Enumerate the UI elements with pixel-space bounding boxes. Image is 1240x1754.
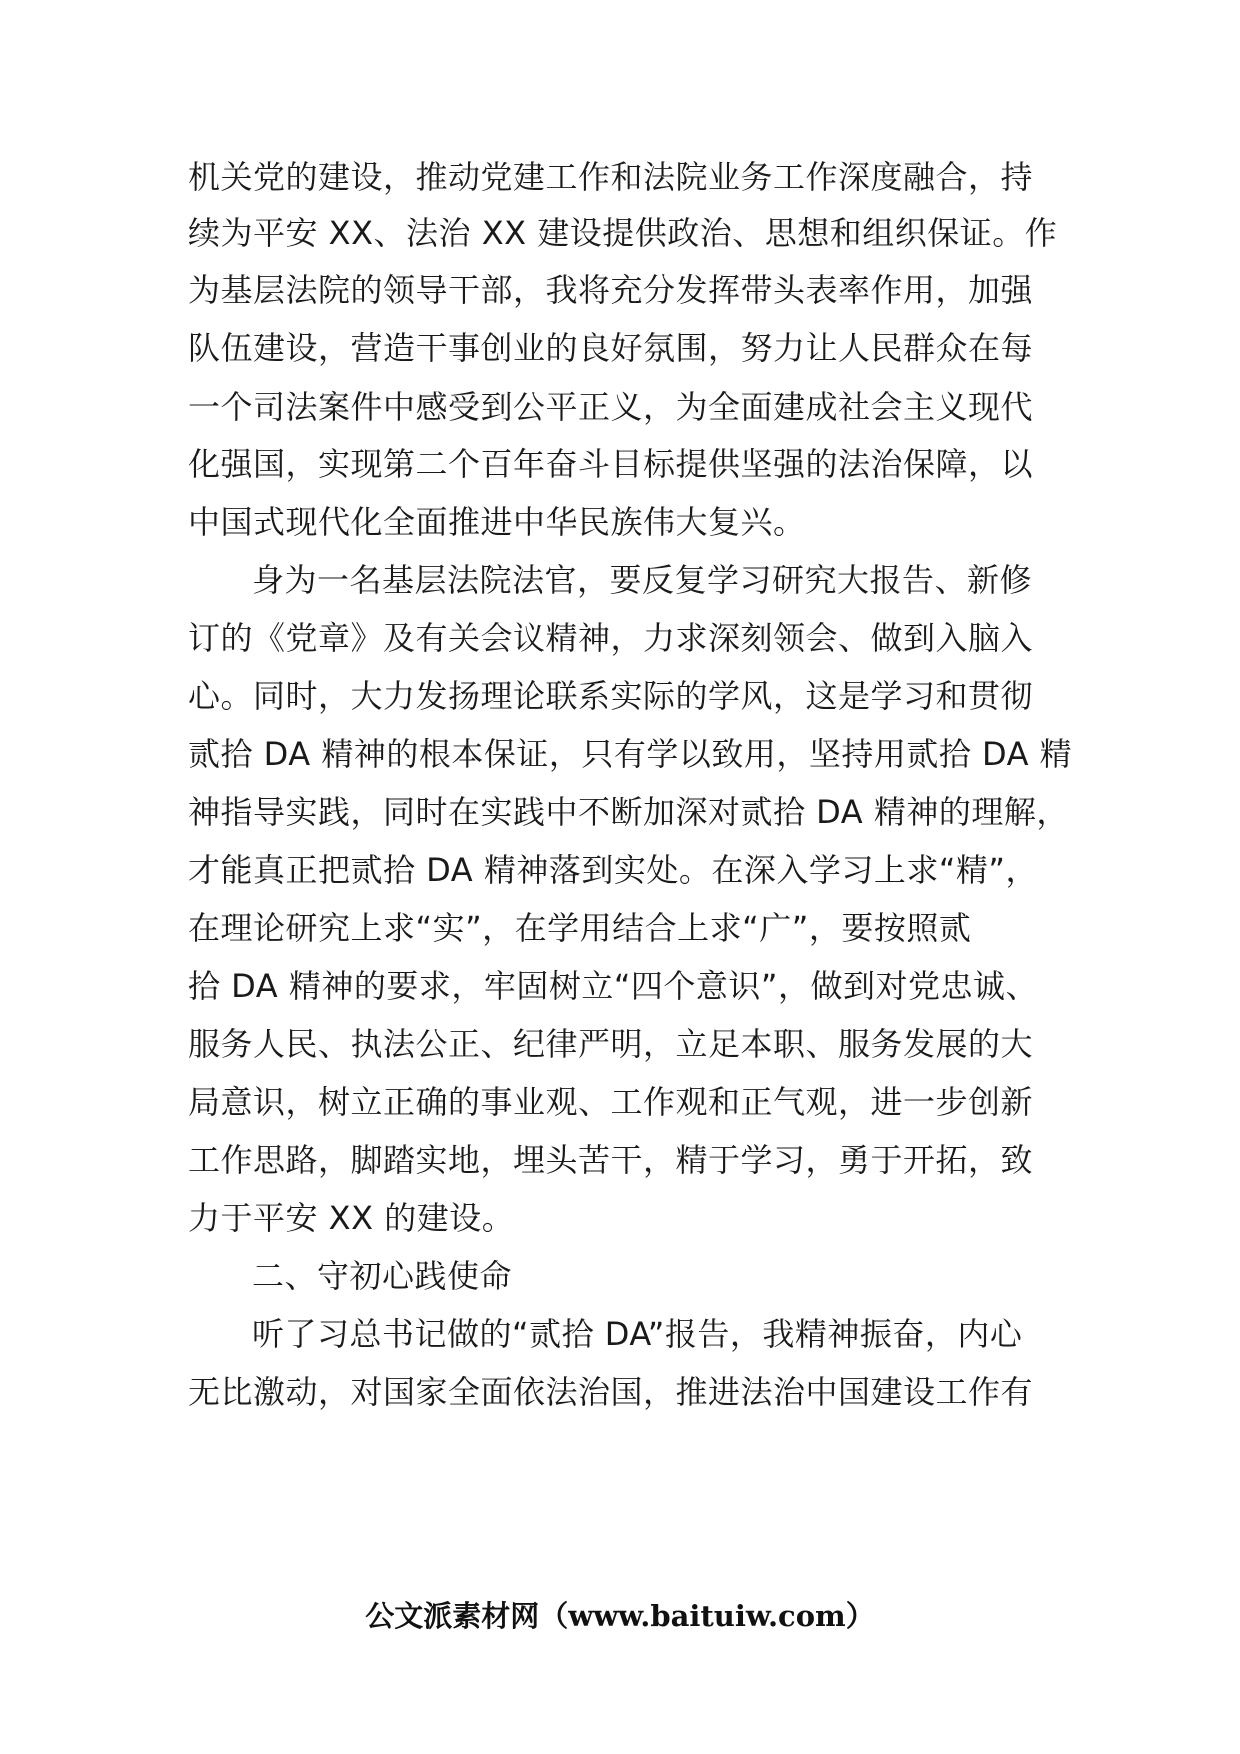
paragraph-line: 工作思路，脚踏实地，埋头苦干，精于学习，勇于开拓，致 [188,1141,1034,1179]
paragraph-line: 无比激动，对国家全面依法治国，推进法治中国建设工作有 [188,1373,1034,1411]
paragraph-line: 为基层法院的领导干部，我将充分发挥带头表率作用，加强 [188,271,1034,309]
section-heading: 二、守初心践使命 [252,1257,513,1295]
paragraph-line: 在理论研究上求“实”，在学用结合上求“广”，要按照贰 [188,909,972,947]
paragraph-line: 化强国，实现第二个百年奋斗目标提供坚强的法治保障，以 [188,445,1034,483]
paragraph-line: 拾 DA 精神的要求，牢固树立“四个意识”，做到对党忠诚、 [188,967,1038,1005]
paragraph-line: 机关党的建设，推动党建工作和法院业务工作深度融合，持 [188,158,1034,196]
paragraph-line: 身为一名基层法院法官，要反复学习研究大报告、新修 [252,561,1033,599]
paragraph-line: 队伍建设，营造干事创业的良好氛围，努力让人民群众在每 [188,329,1034,367]
paragraph-line: 贰拾 DA 精神的根本保证，只有学以致用，坚持用贰拾 DA 精 [188,735,1073,773]
paragraph-line: 续为平安 XX、法治 XX 建设提供政治、思想和组织保证。作 [188,214,1058,252]
paragraph-line: 服务人民、执法公正、纪律严明，立足本职、服务发展的大 [188,1025,1034,1063]
paragraph-line: 力于平安 XX 的建设。 [188,1199,515,1237]
paragraph-line: 心。同时，大力发扬理论联系实际的学风，这是学习和贯彻 [188,677,1034,715]
paragraph-line: 中国式现代化全面推进中华民族伟大复兴。 [188,503,806,541]
paragraph-line: 订的《党章》及有关会议精神，力求深刻领会、做到入脑入 [188,619,1034,657]
paragraph-line: 神指导实践，同时在实践中不断加深对贰拾 DA 精神的理解， [188,793,1069,831]
paragraph-line: 局意识，树立正确的事业观、工作观和正气观，进一步创新 [188,1083,1034,1121]
paragraph-line: 才能真正把贰拾 DA 精神落到实处。在深入学习上求“精”， [188,851,1038,889]
footer-watermark: 公文派素材网（www.baituiw.com） [365,1599,875,1633]
paragraph-line: 听了习总书记做的“贰拾 DA”报告，我精神振奋，内心 [252,1315,1023,1353]
paragraph-line: 一个司法案件中感受到公平正义，为全面建成社会主义现代 [188,388,1034,426]
